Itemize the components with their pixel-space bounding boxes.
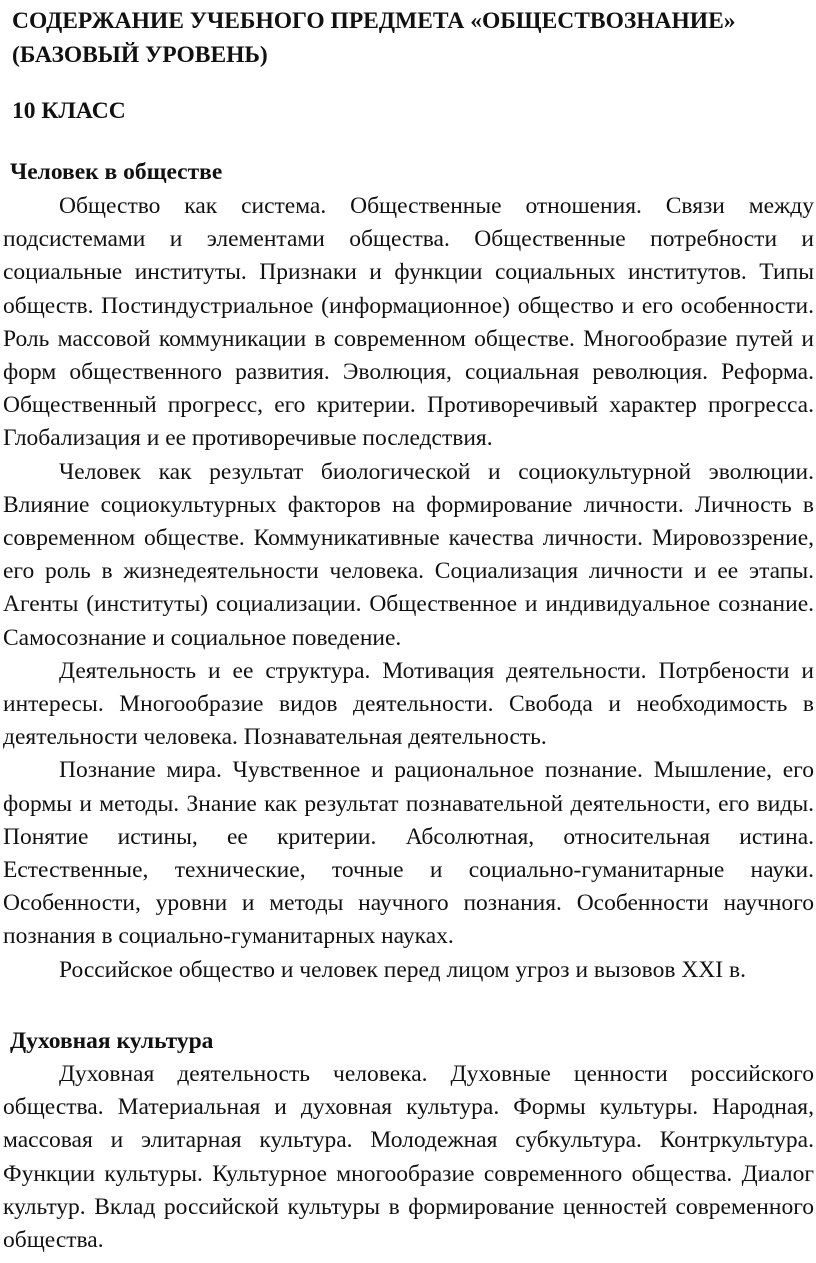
document-title: СОДЕРЖАНИЕ УЧЕБНОГО ПРЕДМЕТА «ОБЩЕСТВОЗНАНИЕ» (БАЗОВЫЙ УРОВЕНЬ) <box>12 8 736 68</box>
paragraph: Деятельность и ее структура. Мотивация деятельности. Потрбености и интересы. Многообразие видов деятельности. Свобода и необходимость в деятельности человека. Познавательная деятельность. <box>3 657 814 751</box>
section-body-culture <box>3 1058 814 1257</box>
paragraph: Российское общество и человек перед лицом угроз и вызовов XXI в. <box>59 956 746 983</box>
paragraph: Познание мира. Чувственное и рациональное познание. Мышление, его формы и методы. Знание как результат познавательной деятельности, его виды. Понятие истины, ее критерии. Абсолютная, относительная истина. Естественные, технические, точные и социально-гуманитарные науки. Особенности, уровни и методы научного познания. Особенности научного познания в социально-гуманитарных науках. <box>3 757 814 950</box>
section-body-society <box>3 190 814 987</box>
section-heading-culture: Духовная культура <box>10 1028 214 1054</box>
paragraph: Духовная деятельность человека. Духовные ценности российского общества. Материальная и духовная культура. Формы культуры. Народная, массовая и элитарная культура. Молодежная субкультура. Контркультура. Функции культуры. Культурное многообразие современного общества. Диалог культур. Вклад российской культуры в формирование ценностей современного общества. <box>3 1061 814 1254</box>
paragraph: Человек как результат биологической и социокультурной эволюции. Влияние социокультурных факторов на формирование личности. Личность в современном обществе. Коммуникативные качества личности. Мировоззрение, его роль в жизнедеятельности человека. Социализация личности и ее этапы. Агенты (институты) социализации. Общественное и индивидуальное сознание. Самосознание и социальное поведение. <box>3 458 814 651</box>
section-heading-society: Человек в обществе <box>10 159 223 185</box>
paragraph: Общество как система. Общественные отношения. Связи между подсистемами и элементами общества. Общественные потребности и социальные институты. Признаки и функции социальных институтов. Типы обществ. Постиндустриальное (информационное) общество и его особенности. Роль массовой коммуникации в современном обществе. Многообразие путей и форм общественного развития. Эволюция, социальная революция. Реформа. Общественный прогресс, его критерии. Противоречивый характер прогресса. Глобализация и ее противоречивые последствия. <box>3 193 814 452</box>
grade-heading: 10 КЛАСС <box>12 98 126 124</box>
